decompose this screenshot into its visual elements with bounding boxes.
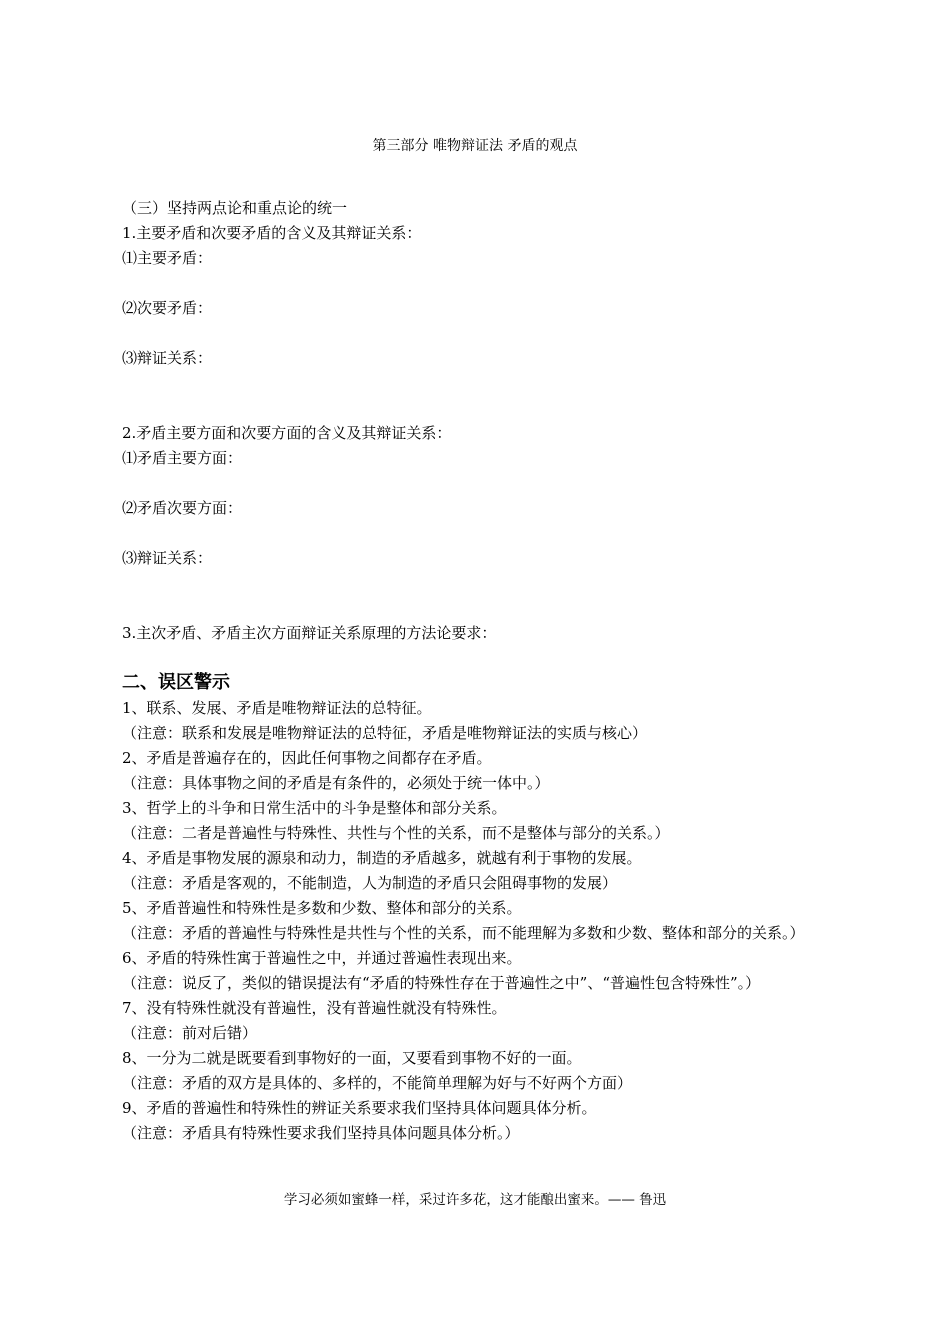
question-1-title: 1.主要矛盾和次要矛盾的含义及其辩证关系： bbox=[122, 224, 422, 242]
warning-claim: 1、联系、发展、矛盾是唯物辩证法的总特征。 bbox=[122, 699, 432, 717]
warning-note: （注意：矛盾的普遍性与特殊性是共性与个性的关系，而不能理解为多数和少数、整体和部分的关系。） bbox=[122, 924, 805, 942]
question-2-title: 2.矛盾主要方面和次要方面的含义及其辩证关系： bbox=[122, 424, 452, 442]
question-1-item-c: ⑶辩证关系： bbox=[122, 349, 213, 367]
footer-quote: 学习必须如蜜蜂一样，采过许多花，这才能酿出蜜来。—— 鲁迅 bbox=[283, 1192, 667, 1208]
warning-note: （注意：前对后错） bbox=[122, 1024, 258, 1042]
warning-claim: 7、没有特殊性就没有普遍性，没有普遍性就没有特殊性。 bbox=[122, 999, 507, 1017]
warning-note: （注意：矛盾是客观的，不能制造，人为制造的矛盾只会阻碍事物的发展） bbox=[122, 874, 618, 892]
warning-note: （注意：联系和发展是唯物辩证法的总特征，矛盾是唯物辩证法的实质与核心） bbox=[122, 724, 648, 742]
answer-space bbox=[122, 521, 832, 546]
answer-space bbox=[122, 571, 832, 621]
section-title: （三）坚持两点论和重点论的统一 bbox=[122, 199, 348, 217]
warning-claim: 9、矛盾的普遍性和特殊性的辨证关系要求我们坚持具体问题具体分析。 bbox=[122, 1099, 597, 1117]
warning-claim: 5、矛盾普遍性和特殊性是多数和少数、整体和部分的关系。 bbox=[122, 899, 522, 917]
section-review bbox=[122, 196, 832, 646]
warning-note: （注意：具体事物之间的矛盾是有条件的，必须处于统一体中。） bbox=[122, 774, 550, 792]
warnings-heading: 二、误区警示 bbox=[122, 672, 230, 693]
warning-note: （注意：矛盾具有特殊性要求我们坚持具体问题具体分析。） bbox=[122, 1124, 520, 1142]
answer-space bbox=[122, 471, 832, 496]
warning-claim: 2、矛盾是普遍存在的，因此任何事物之间都存在矛盾。 bbox=[122, 749, 492, 767]
page-title: 第三部分 唯物辩证法 矛盾的观点 bbox=[372, 138, 578, 154]
answer-space bbox=[122, 371, 832, 421]
warning-claim: 8、一分为二就是既要看到事物好的一面，又要看到事物不好的一面。 bbox=[122, 1049, 582, 1067]
warning-note: （注意：说反了，类似的错误提法有“矛盾的特殊性存在于普遍性之中”、“普遍性包含特殊性”。） bbox=[122, 974, 761, 992]
warning-note: （注意：矛盾的双方是具体的、多样的，不能简单理解为好与不好两个方面） bbox=[122, 1074, 633, 1092]
question-1-item-b: ⑵次要矛盾： bbox=[122, 299, 213, 317]
question-2-item-b: ⑵矛盾次要方面： bbox=[122, 499, 243, 517]
answer-space bbox=[122, 271, 832, 296]
warnings-section bbox=[122, 670, 832, 1146]
question-2-item-c: ⑶辩证关系： bbox=[122, 549, 213, 567]
warning-claim: 6、矛盾的特殊性寓于普遍性之中，并通过普遍性表现出来。 bbox=[122, 949, 522, 967]
warning-claim: 3、哲学上的斗争和日常生活中的斗争是整体和部分关系。 bbox=[122, 799, 507, 817]
warning-claim: 4、矛盾是事物发展的源泉和动力，制造的矛盾越多，就越有利于事物的发展。 bbox=[122, 849, 642, 867]
question-2-item-a: ⑴矛盾主要方面： bbox=[122, 449, 243, 467]
question-1-item-a: ⑴主要矛盾： bbox=[122, 249, 213, 267]
answer-space bbox=[122, 321, 832, 346]
warning-note: （注意：二者是普遍性与特殊性、共性与个性的关系，而不是整体与部分的关系。） bbox=[122, 824, 670, 842]
question-3-title: 3.主次矛盾、矛盾主次方面辩证关系原理的方法论要求： bbox=[122, 624, 497, 642]
